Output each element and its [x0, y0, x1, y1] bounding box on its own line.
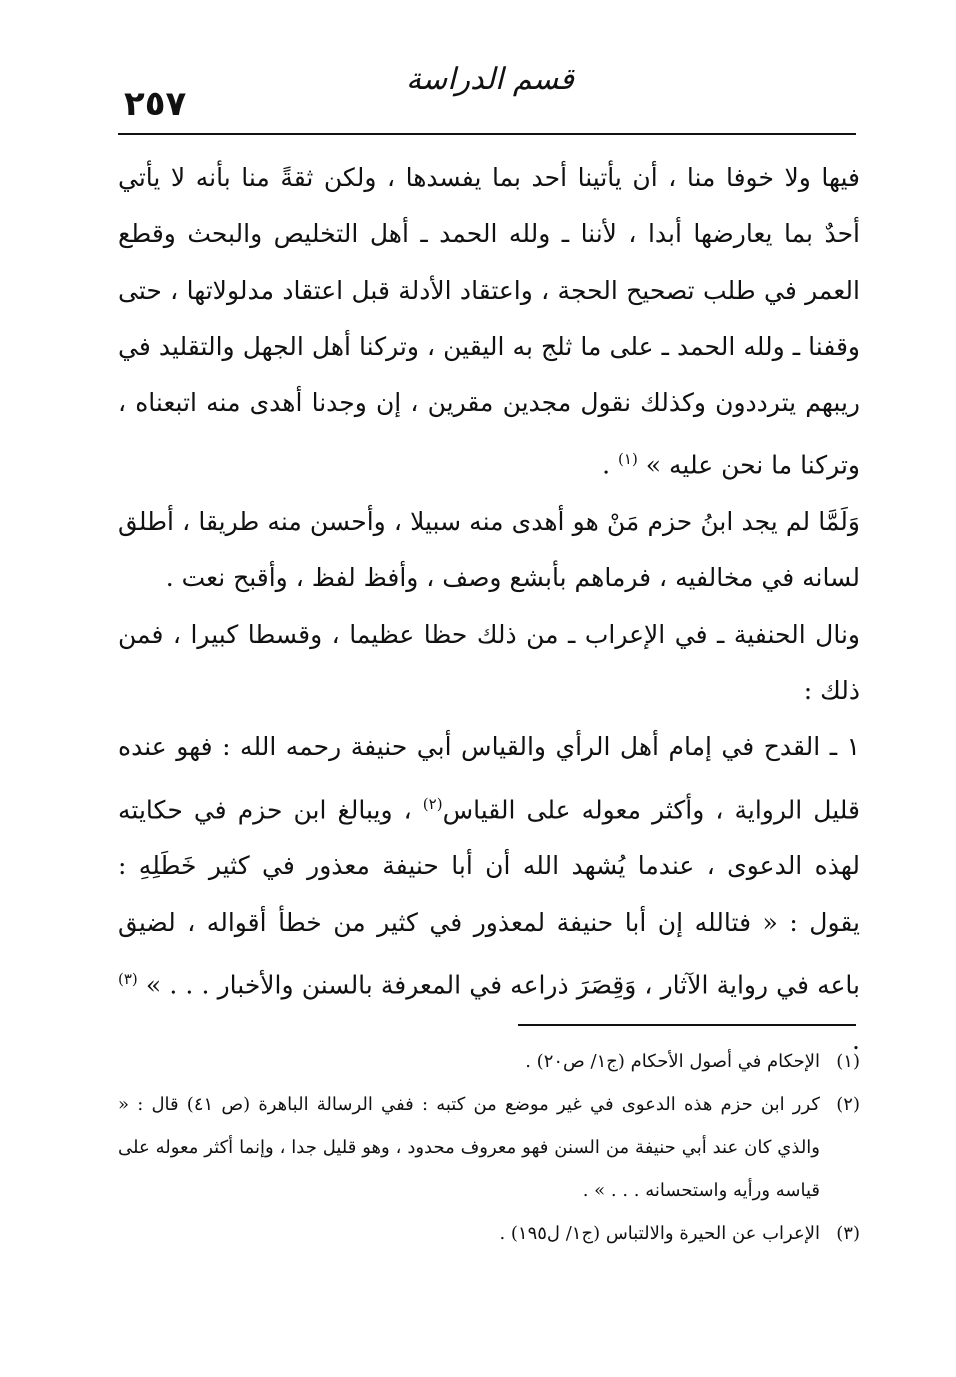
header-divider: [118, 133, 856, 135]
footnote-ref-1: (١): [618, 450, 638, 469]
footnote-text: كرر ابن حزم هذه الدعوى في غير موضع من كتبه : ففي الرسالة الباهرة (ص ٤١) قال : « والذي كان عند أبي حنيفة من السنن فهو معروف محدود ، وهو قليل جدا ، وإنما أكثر معوله على قياسه ورأيه واستحسانه . . . » .: [118, 1094, 821, 1201]
section-title: قسم الدراسة: [406, 62, 574, 97]
paragraph-2: وَلَمَّا لم يجد ابنُ حزم مَنْ هو أهدى منه سبيلا ، وأحسن منه طريقا ، أطلق لسانه في مخالفيه ، فرماهم بأبشع وصف ، وأفظ لفظ ، وأقبح نعت .: [118, 507, 860, 593]
paragraph-3: ونال الحنفية ـ في الإعراب ـ من ذلك حظا عظيما ، وقسطا كبيرا ، فمن ذلك :: [118, 619, 860, 705]
footnote-marker: (١): [836, 1051, 860, 1072]
footnote-2: [118, 1083, 860, 1212]
footnote-1: [118, 1040, 860, 1083]
paragraph-4-text-a: ١ ـ القدح في إمام أهل الرأي والقياس أبي حنيفة رحمه الله : فهو عنده قليل الرواية ، وأكثر معوله على القياس: [118, 732, 860, 824]
page-number: ٢٥٧: [124, 84, 187, 124]
footnote-marker: (٢): [836, 1094, 860, 1115]
footnote-text: الإحكام في أصول الأحكام (ج١/ ص٢٠) .: [525, 1051, 820, 1072]
paragraph-1-text: فيها ولا خوفا منا ، أن يأتينا أحد بما يفسدها ، ولكن ثقةً منا بأنه لا يأتي أحدٌ بما يعارضها أبدا ، لأننا ـ ولله الحمد ـ أهل التخليص والبحث وقطع العمر في طلب تصحيح الحجة ، واعتقاد الأدلة قبل اعتقاد مدلولاتها ، حتى وقفنا ـ ولله الحمد ـ على ما ثلج به اليقين ، وتركنا أهل الجهل والتقليد في ريبهم يترددون وكذلك نقول مجدين مقرين ، إن وجدنا أهدى منه اتبعناه ، وتركنا ما نحن عليه »: [118, 163, 860, 480]
paragraph-1-end: .: [602, 450, 619, 480]
paragraph-1: [118, 150, 860, 494]
footnote-text: الإعراب عن الحيرة والالتباس (ج١/ ل١٩٥) .: [499, 1223, 820, 1244]
footnote-marker: (٣): [836, 1223, 860, 1244]
paragraph-4-end: .: [852, 1026, 860, 1056]
footnote-divider: [518, 1024, 856, 1026]
footnote-3: [118, 1212, 860, 1255]
paragraph-4: [118, 719, 860, 1069]
footnote-ref-3: (٣): [118, 969, 138, 988]
main-text: [118, 150, 860, 1070]
footnote-ref-2: (٢): [422, 794, 443, 813]
paragraph-4-text-b: ، ويبالغ ابن حزم في حكايته لهذه الدعوى ، عندما يُشهد الله أن أبا حنيفة معذور في كثير خَطَلِهِ : يقول : « فتالله إن أبا حنيفة لمعذور في كثير من خطأ أقواله ، لضيق باعه في رواية الآثار ، وَقِصَرَ ذراعه في المعرفة بالسنن والأخبار . . . »: [118, 794, 860, 1000]
footnotes: [118, 1040, 860, 1255]
